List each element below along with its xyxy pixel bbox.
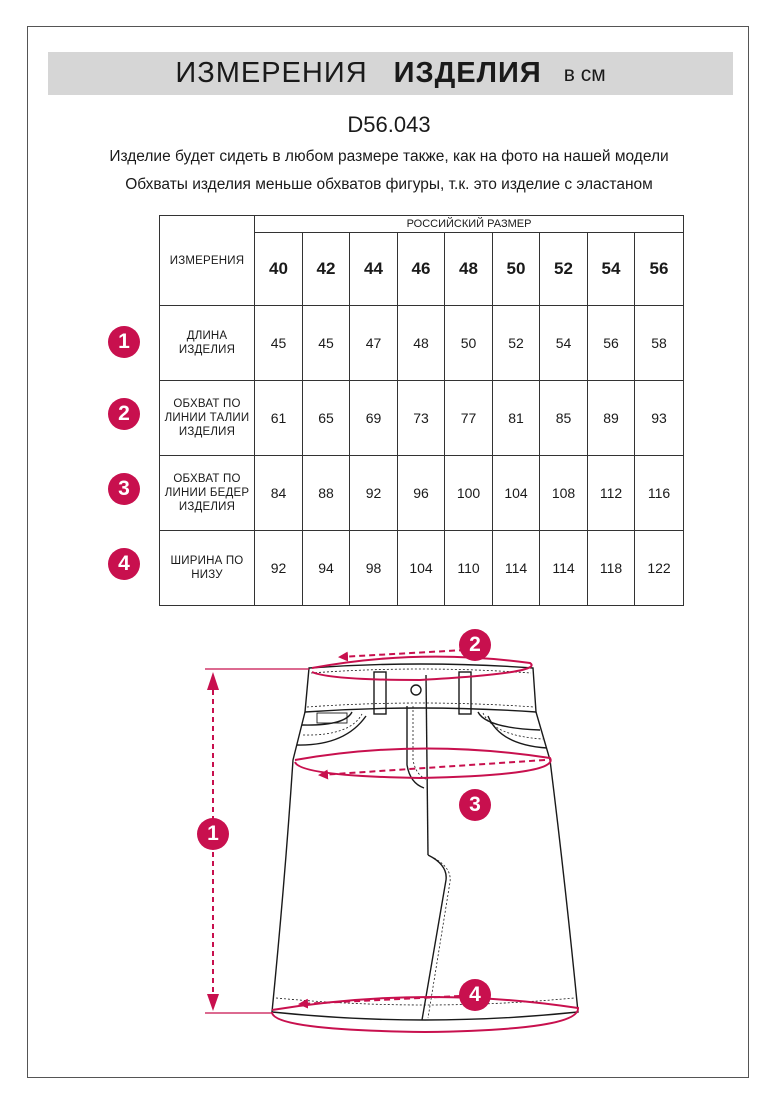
row-badge-2: 2 <box>108 398 140 430</box>
measurement-label-line: ИЗДЕЛИЯ <box>178 344 236 356</box>
measurement-label-line: ЛИНИИ БЕДЕР <box>164 487 250 499</box>
measurement-value: 50 <box>445 306 493 381</box>
size-header: 52 <box>540 233 588 306</box>
fit-note: Изделие будет сидеть в любом размере также, как на фото на нашей модели <box>109 148 669 165</box>
measurement-value: 96 <box>398 456 445 531</box>
measurement-value: 92 <box>350 456 398 531</box>
measurement-value: 89 <box>588 381 635 456</box>
measurement-value: 56 <box>588 306 635 381</box>
waist-measure <box>312 650 532 680</box>
skirt-outline <box>272 664 578 1020</box>
measurement-label-line: ОБХВАТ ПО <box>173 473 241 485</box>
measurement-value: 61 <box>255 381 303 456</box>
measurement-value: 48 <box>398 306 445 381</box>
measurement-label-line: ШИРИНА ПО <box>170 555 244 567</box>
size-header: 56 <box>635 233 684 306</box>
title-unit: в см <box>563 62 606 86</box>
corner-label: ИЗМЕРЕНИЯ <box>160 216 255 306</box>
article-code: D56.043 <box>347 112 431 137</box>
measurement-label-line: НИЗУ <box>191 569 223 581</box>
measurement-value: 112 <box>588 456 635 531</box>
size-header: 44 <box>350 233 398 306</box>
measurement-value: 92 <box>255 531 303 606</box>
measurement-value: 94 <box>303 531 350 606</box>
elastane-note: Обхваты изделия меньше обхватов фигуры, т.к. это изделие с эластаном <box>125 176 653 193</box>
measurement-value: 58 <box>635 306 684 381</box>
measurement-value: 45 <box>303 306 350 381</box>
size-header: 50 <box>493 233 540 306</box>
measurement-value: 118 <box>588 531 635 606</box>
measurement-value: 110 <box>445 531 493 606</box>
measurement-value: 77 <box>445 381 493 456</box>
measurement-value: 98 <box>350 531 398 606</box>
measurement-value: 108 <box>540 456 588 531</box>
size-header: 48 <box>445 233 493 306</box>
measurement-value: 65 <box>303 381 350 456</box>
measurement-value: 122 <box>635 531 684 606</box>
measurement-value: 88 <box>303 456 350 531</box>
measurement-label-line: ИЗДЕЛИЯ <box>178 501 236 513</box>
measurement-value: 104 <box>398 531 445 606</box>
measurement-value: 85 <box>540 381 588 456</box>
measurement-value: 114 <box>493 531 540 606</box>
measurement-value: 93 <box>635 381 684 456</box>
title-part-1: ИЗМЕРЕНИЯ <box>175 57 368 89</box>
measurement-value: 84 <box>255 456 303 531</box>
size-header: 54 <box>588 233 635 306</box>
measurement-value: 69 <box>350 381 398 456</box>
title-part-2: ИЗДЕЛИЯ <box>393 57 542 89</box>
size-header: 42 <box>303 233 350 306</box>
row-badge-4: 4 <box>108 548 140 580</box>
measurement-label-line: ЛИНИИ ТАЛИИ <box>164 412 250 424</box>
measurement-value: 45 <box>255 306 303 381</box>
measurement-value: 54 <box>540 306 588 381</box>
row-badge-1: 1 <box>108 326 140 358</box>
hips-measure <box>295 748 551 778</box>
measurement-value: 100 <box>445 456 493 531</box>
size-header: 40 <box>255 233 303 306</box>
diagram-marker-3: 3 <box>459 789 491 821</box>
measurement-value: 73 <box>398 381 445 456</box>
measurement-value: 81 <box>493 381 540 456</box>
measurement-value: 114 <box>540 531 588 606</box>
measurement-label-line: ИЗДЕЛИЯ <box>178 426 236 438</box>
measurement-value: 116 <box>635 456 684 531</box>
diagram-marker-2: 2 <box>459 629 491 661</box>
measurement-label-line: ОБХВАТ ПО <box>173 398 241 410</box>
measurement-value: 52 <box>493 306 540 381</box>
measurement-value: 104 <box>493 456 540 531</box>
row-badge-3: 3 <box>108 473 140 505</box>
diagram-marker-4: 4 <box>459 979 491 1011</box>
diagram-marker-1: 1 <box>197 818 229 850</box>
size-group-header: РОССИЙСКИЙ РАЗМЕР <box>255 216 684 233</box>
measurement-label-line: ДЛИНА <box>186 330 228 342</box>
size-header: 46 <box>398 233 445 306</box>
measurement-value: 47 <box>350 306 398 381</box>
